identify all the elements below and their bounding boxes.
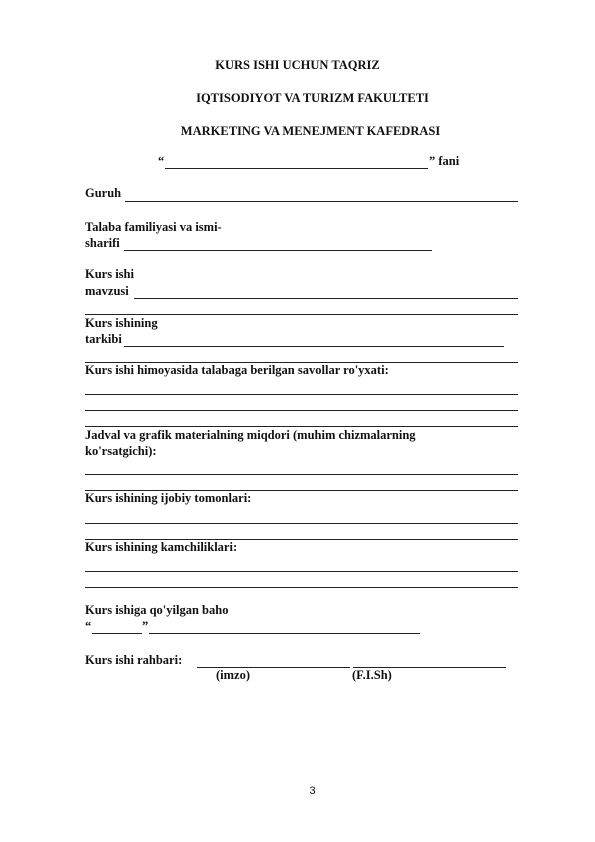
tables-blank-line-1	[85, 474, 518, 475]
topic-blank-line-2	[85, 314, 518, 315]
negatives-blank-line-2	[85, 587, 518, 588]
positives-label: Kurs ishining ijobiy tomonlari:	[85, 491, 252, 505]
grade-quote-open: “	[85, 619, 92, 633]
questions-blank-line-3	[85, 426, 518, 427]
grade-words-blank-line	[149, 633, 420, 634]
faculty-name: IQTISODIYOT VA TURIZM FAKULTETI	[196, 91, 429, 105]
grade-label: Kurs ishiga qo'yilgan baho	[85, 603, 229, 617]
signature-caption: (imzo)	[216, 668, 251, 682]
department-name: MARKETING VA MENEJMENT KAFEDRASI	[180, 124, 441, 138]
page-number: 3	[309, 785, 316, 797]
structure-label-line1: Kurs ishining	[85, 316, 158, 330]
negatives-blank-line-1	[85, 571, 518, 572]
tables-label-line1: Jadval va grafik materialning miqdori (muhim chizmalarning	[85, 428, 416, 442]
student-label-line2: sharifi	[85, 236, 120, 250]
tables-label-line2: ko'rsatgichi):	[85, 444, 157, 458]
supervisor-label: Kurs ishi rahbari:	[85, 653, 183, 667]
grade-quote-close: ”	[142, 619, 149, 633]
name-caption: (F.I.Sh)	[352, 668, 392, 682]
group-blank-line	[125, 201, 518, 202]
negatives-label: Kurs ishining kamchiliklari:	[85, 540, 238, 554]
structure-label-line2: tarkibi	[85, 332, 122, 346]
positives-blank-line-1	[85, 523, 518, 524]
form-title: KURS ISHI UCHUN TAQRIZ	[215, 58, 380, 72]
questions-blank-line-2	[85, 410, 518, 411]
grade-blank-line	[92, 633, 142, 634]
topic-blank-line-1	[134, 298, 518, 299]
subject-label: ” fani	[429, 154, 460, 168]
subject-blank-line	[165, 168, 428, 169]
student-blank-line	[124, 250, 432, 251]
structure-blank-line-1	[124, 346, 504, 347]
topic-label-line1: Kurs ishi	[85, 267, 134, 281]
questions-blank-line-1	[85, 394, 518, 395]
group-label: Guruh	[85, 186, 122, 200]
student-label-line1: Talaba familiyasi va ismi-	[85, 220, 222, 234]
topic-label-line2: mavzusi	[85, 284, 129, 298]
questions-label: Kurs ishi himoyasida talabaga berilgan savollar ro'yxati:	[85, 363, 389, 377]
subject-quote-open: “	[158, 154, 165, 168]
